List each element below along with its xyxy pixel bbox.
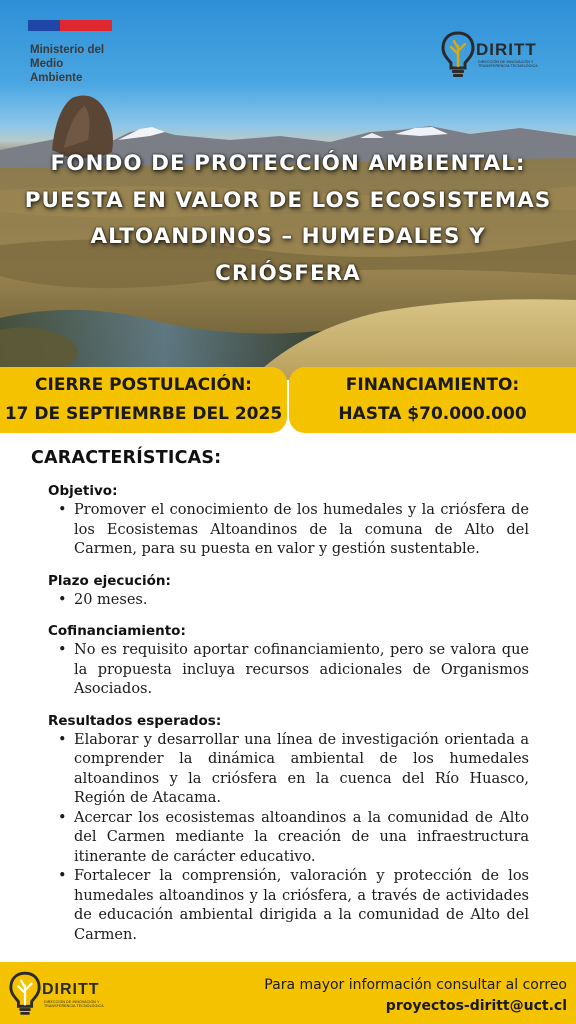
deadline-label: CIERRE POSTULACIÓN: xyxy=(35,375,252,395)
title-line: CRIÓSFERA xyxy=(215,260,361,286)
group-title: Objetivo: xyxy=(48,483,118,499)
bullet-list xyxy=(48,731,529,946)
section-title: CARACTERÍSTICAS: xyxy=(31,448,222,468)
diritt-subtitle-line: DIRECCIÓN DE INNOVACIÓN Y xyxy=(44,1000,100,1004)
title-line: PUESTA EN VALOR DE LOS ECOSISTEMAS xyxy=(24,187,552,213)
diritt-subtitle xyxy=(478,60,560,69)
deadline-value: 17 DE SEPTIEMRBE DEL 2025 xyxy=(4,404,283,424)
contact-info xyxy=(264,975,567,1017)
characteristics-list xyxy=(48,481,529,956)
diritt-logo xyxy=(440,30,558,82)
list-item: • 20 meses. xyxy=(48,591,529,611)
group-objetivo xyxy=(48,481,529,560)
bullet-list xyxy=(48,641,529,700)
hero-banner xyxy=(0,0,576,380)
group-plazo xyxy=(48,571,529,611)
list-item: • Fortalecer la comprensión, valoración y protección de los humedales altoandinos y la criósfera, a través de actividades de educación ambiental dirigida a la comunidad de Alto del Carmen. xyxy=(48,867,529,945)
bullet-list xyxy=(48,591,529,611)
bullet-list xyxy=(48,501,529,560)
diritt-subtitle xyxy=(44,1000,126,1009)
list-item: • Elaborar y desarrollar una línea de investigación orientada a comprender la dinámica ambiental de los humedales altoandinos y la criósfera en la cuenca del Río Huasco, Región de Atacama. xyxy=(48,731,529,809)
title-line: FONDO DE PROTECCIÓN AMBIENTAL: xyxy=(50,151,526,176)
group-cofinanciamiento xyxy=(48,621,529,700)
ministry-line: Medio xyxy=(30,58,64,70)
list-item: • Promover el conocimiento de los humedales y la criósfera de los Ecosistemas Altoandinos de la comuna de Alto del Carmen, para su puesta en valor y gestión sustentable. xyxy=(48,501,529,560)
diritt-wordmark: DIRITT xyxy=(42,981,100,998)
ministry-line: Ambiente xyxy=(30,72,83,84)
title-line: ALTOANDINOS – HUMEDALES Y xyxy=(90,224,486,249)
list-item: • Acercar los ecosistemas altoandinos a la comunidad de Alto del Carmen mediante la creación de una infraestructura itinerante de carácter educativo. xyxy=(48,809,529,868)
flag-red-segment xyxy=(60,20,112,31)
group-title: Plazo ejecución: xyxy=(48,572,171,589)
funding-label: FINANCIAMIENTO: xyxy=(345,375,520,395)
contact-text: Para mayor información consultar al correo xyxy=(264,977,567,993)
diritt-subtitle-line: DIRECCIÓN DE INNOVACIÓN Y xyxy=(478,60,534,64)
diritt-subtitle-line: TRANSFERENCIA TECNOLÓGICA xyxy=(478,64,538,69)
chile-flag-stripe xyxy=(28,20,112,31)
contact-email-link[interactable]: proyectos-diritt@uct.cl xyxy=(385,998,567,1014)
page-title xyxy=(20,146,556,292)
ministry-line: Ministerio del xyxy=(30,44,105,56)
flag-blue-segment xyxy=(28,20,60,31)
diritt-logo-footer xyxy=(8,968,138,1018)
diritt-wordmark: DIRITT xyxy=(476,40,537,59)
diritt-lightbulb-tree-icon xyxy=(8,970,42,1018)
funding-value: HASTA $70.000.000 xyxy=(338,404,527,424)
funding-box xyxy=(289,367,576,433)
diritt-subtitle-line: TRANSFERENCIA TECNOLÓGICA xyxy=(44,1004,104,1009)
deadline-box xyxy=(0,367,287,433)
group-title: Resultados esperados: xyxy=(48,712,222,729)
group-title: Cofinanciamiento: xyxy=(48,623,186,639)
ministry-logo-text xyxy=(30,43,130,85)
list-item: • No es requisito aportar cofinanciamiento, pero se valora que la propuesta incluya recursos adicionales de Organismos Asociados. xyxy=(48,641,529,700)
diritt-lightbulb-tree-icon xyxy=(440,30,476,80)
footer-bar xyxy=(0,962,576,1024)
group-resultados xyxy=(48,711,529,946)
